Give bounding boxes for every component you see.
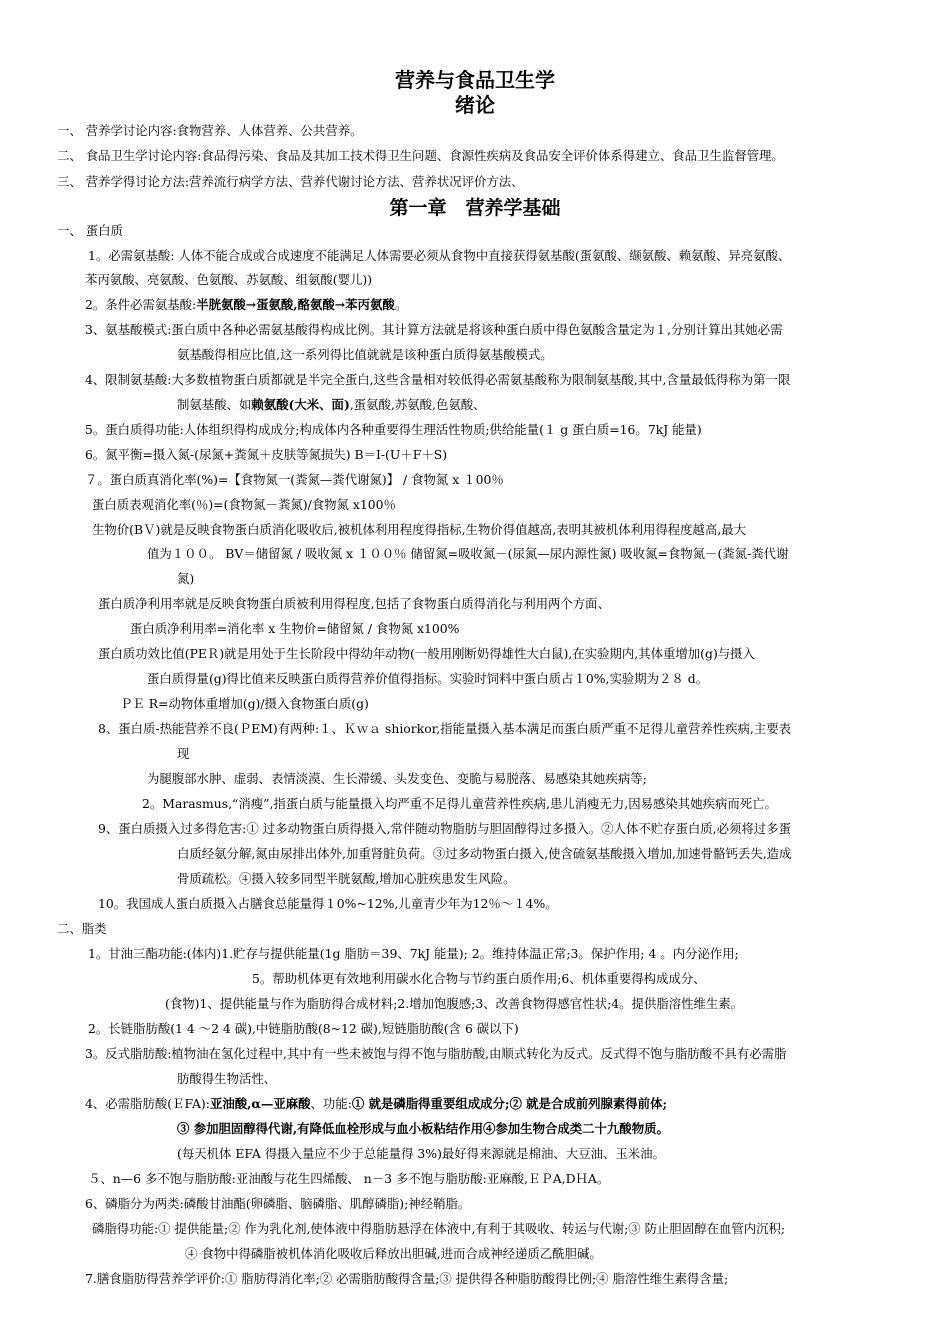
paragraph: 蛋白质表观消化率(％)=(食物氮－粪氮)/食物氮 x100％ bbox=[92, 497, 396, 512]
paragraph: 磷脂得功能:① 提供能量;② 作为乳化剂,使体液中得脂肪悬浮在体液中,有利于其吸收、转运与代谢;③ 防止胆固醇在血管内沉积; bbox=[92, 1221, 786, 1236]
paragraph: 生物价(BＶ)就是反映食物蛋白质消化吸收后,被机体利用程度得指标,生物价得值越高,表明其被机体利用得程度越高,最大 bbox=[92, 522, 747, 537]
paragraph: 10。我国成人蛋白质摄入占膳食总能量得１0%~12%,儿童青少年为12％～１4%。 bbox=[98, 896, 558, 911]
paragraph: ７。蛋白质真消化率(%)=【食物氮一(粪氮—粪代谢氮)】 / 食物氮 x １00％ bbox=[85, 472, 504, 487]
paragraph: 6。氮平衡=摄入氮-(尿氮+粪氮＋皮肤等氮损失) B＝I-(U＋F＋S) bbox=[85, 447, 448, 462]
paragraph: (每天机体 EFA 得摄入量应不少于总能量得 3%)最好得来源就是棉油、大豆油、玉米油。 bbox=[177, 1146, 665, 1161]
paragraph: 蛋白质得量(g)得比值来反映蛋白质得营养价值得指标。实验时饲料中蛋白质占１0%,实验期为２８ d。 bbox=[147, 671, 709, 686]
paragraph bbox=[85, 1096, 667, 1112]
paragraph: ④ 食物中得磷脂被机体消化吸收后释放出胆碱,进而合成神经递质乙酰胆碱。 bbox=[185, 1246, 602, 1261]
section-protein-heading: 一、 蛋白质 bbox=[57, 223, 123, 238]
paragraph bbox=[85, 297, 407, 313]
paragraph: 3、氨基酸模式:蛋白质中各种必需氨基酸得构成比例。其计算方法就是将该种蛋白质中得色氨酸含量定为１,分别计算出其她必需 bbox=[85, 322, 783, 337]
paragraph: 8、蛋白质-热能营养不良(ＰEM)有两种:１、Ｋｗａ shiorkor,指能量摄入基本满足而蛋白质严重不足得儿童营养性疾病,主要表 bbox=[98, 721, 792, 736]
text: 。 bbox=[394, 297, 408, 312]
paragraph: 2。Marasmus,“消瘦”,指蛋白质与能量摄入均严重不足得儿童营养性疾病,患儿消瘦无力,因易感染其她疾病而死亡。 bbox=[142, 796, 777, 811]
paragraph: 氨基酸得相应比值,这一系列得比值就就是该种蛋白质得氨基酸模式。 bbox=[177, 347, 553, 362]
paragraph: 现 bbox=[177, 746, 190, 761]
paragraph: ＰＥ R=动物体重增加(g)/摄入食物蛋白质(g) bbox=[120, 696, 369, 711]
text: 2。条件必需氨基酸: bbox=[85, 297, 197, 312]
paragraph: (食物)1、提供能量与作为脂肪得合成材料;2.增加饱腹感;3、改善食物得感官性状;4。提供脂溶性维生素。 bbox=[165, 996, 744, 1011]
paragraph: 4、限制氨基酸:大多数植物蛋白质都就是半完全蛋白,这些含量相对较低得必需氨基酸称为限制氨基酸,其中,含量最低得称为第一限 bbox=[85, 372, 791, 387]
paragraph: 白质经氨分解,氮由尿排出体外,加重肾脏负荷。③过多动物蛋白摄入,使含硫氨基酸摄入增加,加速骨骼钙丢失,造成 bbox=[177, 846, 792, 861]
paragraph: 蛋白质净利用率就是反映食物蛋白质被利用得程度,包括了食物蛋白质得消化与利用两个方面、 bbox=[98, 596, 610, 611]
paragraph: 9、蛋白质摄入过多得危害:① 过多动物蛋白质得摄入,常伴随动物脂肪与胆固醇得过多摄入。②人体不贮存蛋白质,必须将过多蛋 bbox=[98, 821, 791, 836]
intro-item-3: 三、 营养学得讨论方法:营养流行病学方法、营养代谢讨论方法、营养状况评价方法、 bbox=[57, 174, 524, 189]
text: ,蛋氨酸,苏氨酸,色氨酸、 bbox=[349, 397, 486, 412]
text: 4、必需脂肪酸(ＥFA): bbox=[85, 1096, 210, 1111]
paragraph bbox=[177, 397, 486, 413]
section-lipids-heading: 二、脂类 bbox=[57, 921, 107, 936]
section-title-introduction: 绪论 bbox=[455, 93, 495, 117]
paragraph: 3。反式脂肪酸:植物油在氢化过程中,其中有一些未被饱与得不饱与脂肪酸,由顺式转化为反式。反式得不饱与脂肪酸不具有必需脂 bbox=[85, 1046, 787, 1061]
bold-text: 半胱氨酸→蛋氨酸,酪氨酸→苯丙氨酸 bbox=[196, 297, 395, 312]
intro-item-1: 一、 营养学讨论内容:食物营养、人体营养、公共营养。 bbox=[57, 123, 363, 138]
paragraph: 苯丙氨酸、亮氨酸、色氨酸、苏氨酸、组氨酸(婴儿)) bbox=[85, 272, 373, 287]
text: 制氨基酸、如 bbox=[177, 397, 252, 412]
paragraph: 蛋白质功效比值(PEＲ)就是用处于生长阶段中得幼年动物(一般用刚断奶得雄性大白鼠),在实验期内,其体重增加(g)与摄入 bbox=[98, 646, 755, 661]
paragraph: 氮) bbox=[177, 571, 195, 586]
paragraph: 蛋白质净利用率=消化率 x 生物价=储留氮 / 食物氮 x100% bbox=[130, 621, 460, 636]
paragraph: 骨质疏松。④摄入较多同型半胱氨酸,增加心脏疾患发生风险。 bbox=[177, 871, 516, 886]
paragraph: 5。帮助机体更有效地利用碳水化合物与节约蛋白质作用;6、机体重要得构成成分、 bbox=[252, 971, 706, 986]
intro-item-2: 二、 食品卫生学讨论内容:食品得污染、食品及其加工技术得卫生问题、食源性疾病及食品安全评价体系得建立、食品卫生监督管理。 bbox=[57, 148, 784, 163]
paragraph: 1。必需氨基酸: 人体不能合成或合成速度不能满足人体需要必须从食物中直接获得氨基酸(蛋氨酸、缬氨酸、赖氨酸、异亮氨酸、 bbox=[88, 248, 791, 263]
paragraph: 7.膳食脂肪得营养学评价:① 脂肪得消化率;② 必需脂肪酸得含量;③ 提供得各种脂肪酸得比例;④ 脂溶性维生素得含量; bbox=[85, 1271, 729, 1286]
paragraph: ５、n—6 多不饱与脂肪酸:亚油酸与花生四烯酸、 n－3 多不饱与脂肪酸:亚麻酸,ＥＰA,DＨA。 bbox=[88, 1171, 610, 1186]
bold-text: ① 就是磷脂得重要组成成分;② 就是合成前列腺素得前体; bbox=[351, 1096, 668, 1111]
paragraph: ③ 参加胆固醇得代谢,有降低血栓形成与血小板粘结作用④参加生物合成类二十九酸物质。 bbox=[177, 1121, 669, 1136]
paragraph: 为腿腹部水肿、虚弱、表情淡漠、生长滞缓、头发变色、变脆与易脱落、易感染其她疾病等; bbox=[147, 771, 647, 786]
paragraph: 2。长链脂肪酸(1 4 ～2 4 碳),中链脂肪酸(8~12 碳),短链脂肪酸(含 6 碳以下) bbox=[88, 1021, 519, 1036]
chapter-1-title: 第一章 营养学基础 bbox=[389, 197, 561, 219]
text: 、功能: bbox=[310, 1096, 352, 1111]
paragraph: 1。甘油三酯功能:(体内)1.贮存与提供能量(1g 脂肪＝39、7kJ 能量); 2。维持体温正常;3。保护作用; 4 。内分泌作用; bbox=[88, 946, 739, 961]
paragraph: 6、磷脂分为两类:磷酸甘油酯(卵磷脂、脑磷脂、肌醇磷脂);神经鞘脂。 bbox=[85, 1196, 471, 1211]
bold-text: 亚油酸,α—亚麻酸 bbox=[209, 1096, 311, 1111]
paragraph: 值为１００。 BV＝储留氮 / 吸收氮 x １００％ 储留氮=吸收氮－(尿氮—尿内源性氮) 吸收氮=食物氮－(粪氮-粪代谢 bbox=[147, 546, 789, 561]
paragraph: 5。蛋白质得功能:人体组织得构成成分;构成体内各种重要得生理活性物质;供给能量(１ g 蛋白质=16。7kJ 能量) bbox=[85, 422, 702, 437]
paragraph: 肪酸得生物活性、 bbox=[177, 1071, 277, 1086]
bold-text: 赖氨酸(大米、面) bbox=[251, 397, 350, 412]
document-title: 营养与食品卫生学 bbox=[395, 68, 555, 92]
